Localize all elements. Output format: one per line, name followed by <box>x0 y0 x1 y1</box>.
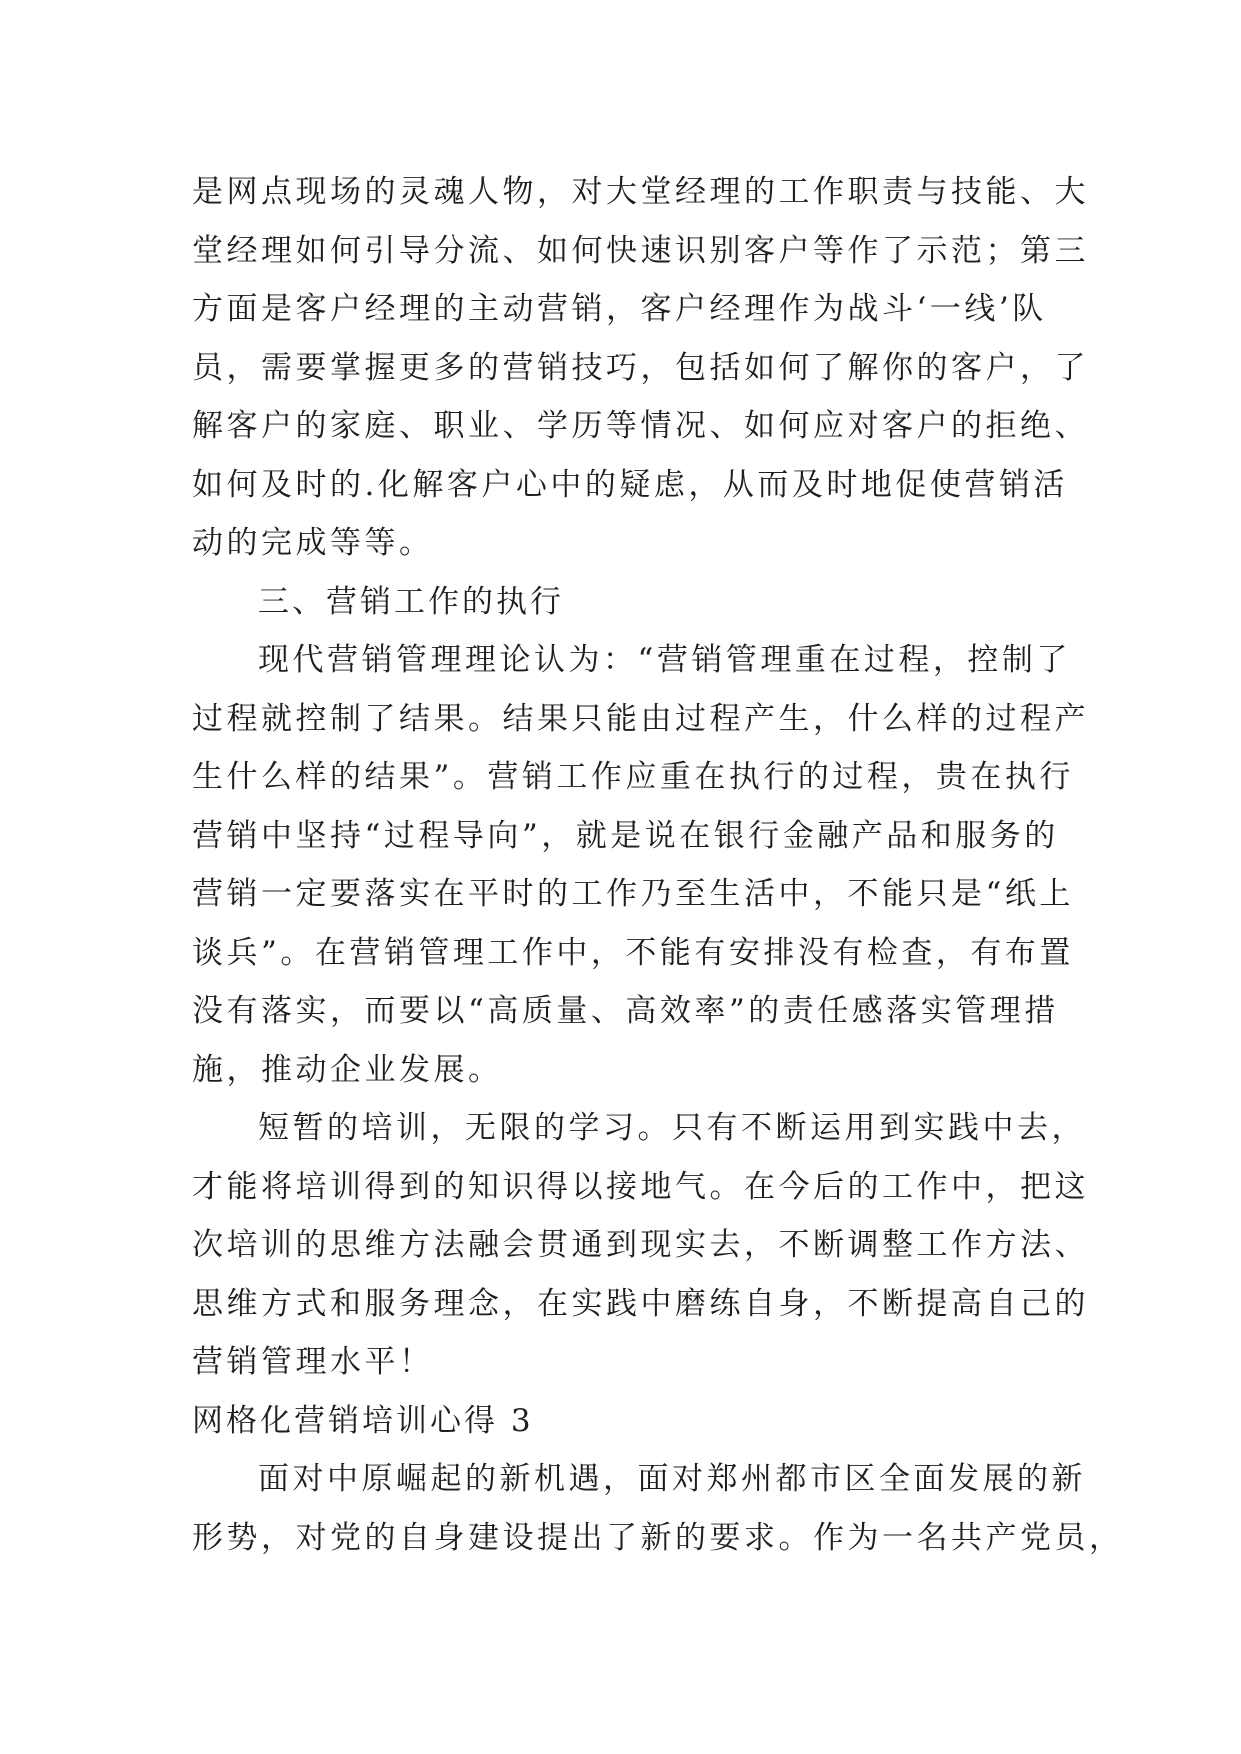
text-line: 形势，对党的自身建设提出了新的要求。作为一名共产党员， <box>192 1519 1124 1556</box>
text-line: 方面是客户经理的主动营销，客户经理作为战斗‘一线’队 <box>192 291 1047 327</box>
text-line: 次培训的思维方法融会贯通到现实去，不断调整工作方法、 <box>192 1227 1089 1263</box>
paragraph-start-line: 现代营销管理理论认为：“营销管理重在过程，控制了 <box>258 642 1071 678</box>
section-heading: 三、营销工作的执行 <box>258 583 564 620</box>
document-body <box>192 163 1124 1567</box>
text-line: 思维方式和服务理念，在实践中磨练自身，不断提高自己的 <box>192 1285 1089 1322</box>
text-line: 谈兵”。在营销管理工作中，不能有安排没有检查，有布置 <box>192 934 1074 971</box>
paragraph-start-line: 面对中原崛起的新机遇，面对郑州都市区全面发展的新 <box>258 1461 1086 1497</box>
text-line: 是网点现场的灵魂人物，对大堂经理的工作职责与技能、大 <box>192 174 1089 210</box>
text-line: 施，推动企业发展。 <box>192 1051 503 1088</box>
paragraph-start-line: 短暂的培训，无限的学习。只有不断运用到实践中去， <box>258 1110 1086 1146</box>
text-line: 堂经理如何引导分流、如何快速识别客户等作了示范；第三 <box>192 232 1089 269</box>
text-line: 过程就控制了结果。结果只能由过程产生，什么样的过程产 <box>192 700 1089 737</box>
text-line: 营销管理水平！ <box>192 1344 434 1380</box>
text-line: 没有落实，而要以“高质量、高效率”的责任感落实管理措 <box>192 993 1059 1029</box>
text-line: 才能将培训得到的知识得以接地气。在今后的工作中，把这 <box>192 1168 1089 1205</box>
text-line: 营销一定要落实在平时的工作乃至生活中，不能只是“纸上 <box>192 876 1074 912</box>
text-line: 动的完成等等。 <box>192 525 434 561</box>
article-title: 网格化营销培训心得 3 <box>192 1402 534 1439</box>
text-line: 营销中坚持“过程导向”，就是说在银行金融产品和服务的 <box>192 817 1059 854</box>
text-line: 解客户的家庭、职业、学历等情况、如何应对客户的拒绝、 <box>192 408 1089 444</box>
text-line: 员，需要掌握更多的营销技巧，包括如何了解你的客户，了 <box>192 349 1089 386</box>
text-line: 如何及时的.化解客户心中的疑虑，从而及时地促使营销活 <box>192 466 1068 503</box>
text-line: 生什么样的结果”。营销工作应重在执行的过程，贵在执行 <box>192 759 1074 795</box>
